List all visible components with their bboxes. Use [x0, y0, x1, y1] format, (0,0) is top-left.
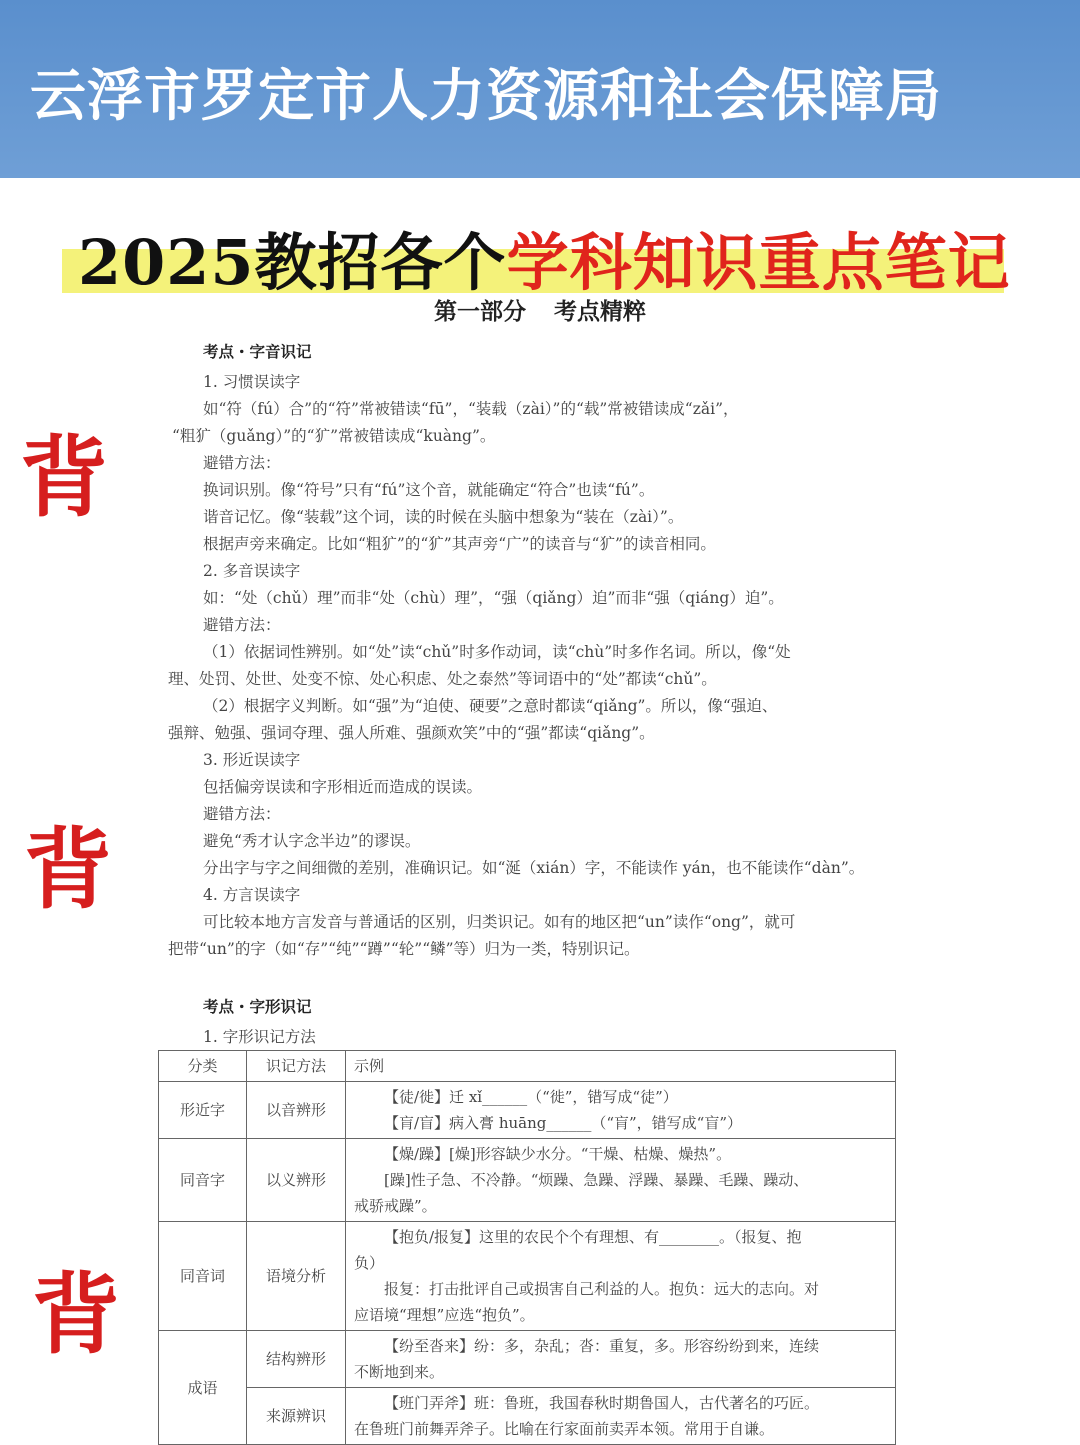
- text-line: 理、处罚、处世、处变不惊、处心积虑、处之泰然”等词语中的“处”都读“chǔ”。: [168, 670, 717, 688]
- row-example: [346, 1388, 896, 1445]
- headline-red: 学科知识重点笔记: [506, 226, 1011, 299]
- topic-heading-pronunciation: 考点・字音识记: [203, 343, 312, 361]
- text-line: 可比较本地方言发音与普通话的区别，归类识记。如有的地区把“un”读作“ong”，就可: [203, 913, 796, 931]
- row-example: [346, 1082, 896, 1139]
- text-line: （2）根据字义判断。如“强”为“迫使、硬要”之意时都读“qiǎng”。所以，像“强迫、: [203, 697, 778, 715]
- bei-mark-3: 背: [32, 1262, 121, 1366]
- example-line: 应语境“理想”应选“抱负”。: [354, 1306, 535, 1324]
- table-row: [159, 1082, 896, 1139]
- table-header-row: [159, 1051, 896, 1082]
- subheading: 3. 形近误读字: [203, 751, 301, 769]
- row-category: 同音字: [159, 1139, 247, 1222]
- table-row: [159, 1139, 896, 1222]
- row-method: 语境分析: [247, 1222, 346, 1331]
- example-line: [躁]性子急、不冷静。“烦躁、急躁、浮躁、暴躁、毛躁、躁动、: [384, 1171, 809, 1189]
- text-line: （1）依据词性辨别。如“处”读“chǔ”时多作动词，读“chù”时多作名词。所以，像“处: [203, 643, 791, 661]
- example-line: 负）: [354, 1254, 385, 1272]
- table-row: [159, 1388, 896, 1445]
- example-line: 【班门弄斧】班：鲁班，我国春秋时期鲁国人，古代著名的巧匠。: [384, 1394, 820, 1412]
- text-line: 把带“un”的字（如“存”“纯”“蹲”“轮”“鳞”等）归为一类，特别识记。: [168, 940, 640, 958]
- text-line: 避错方法：: [203, 805, 281, 823]
- row-method: 结构辨形: [247, 1331, 346, 1388]
- row-method: 以义辨形: [247, 1139, 346, 1222]
- headline: [62, 205, 1011, 299]
- row-method: 来源辨识: [247, 1388, 346, 1445]
- table-header: 识记方法: [247, 1051, 346, 1082]
- section-part: 第一部分: [434, 299, 526, 325]
- example-line: 【肓/盲】病入膏 huāng______（“肓”，错写成“盲”）: [384, 1114, 743, 1132]
- text-line: 避错方法：: [203, 616, 281, 634]
- text-line: 避免“秀才认字念半边”的谬误。: [203, 832, 421, 850]
- headline-black: 2025教招各个: [78, 226, 507, 299]
- row-category: 成语: [159, 1331, 247, 1445]
- example-line: 不断地到来。: [354, 1363, 445, 1381]
- example-line: 【纷至沓来】纷：多，杂乱；沓：重复，多。形容纷纷到来，连续: [384, 1337, 820, 1355]
- row-category: 同音词: [159, 1222, 247, 1331]
- example-line: 报复：打击批评自己或损害自己利益的人。抱负：远大的志向。对: [384, 1280, 820, 1298]
- example-line: 【燥/躁】[燥]形容缺少水分。“干燥、枯燥、燥热”。: [384, 1145, 732, 1163]
- subheading: 1. 字形识记方法: [203, 1028, 316, 1046]
- text-line: 分出字与字之间细微的差别，准确识记。如“涎（xián）字，不能读作 yán，也不能读作“dàn”。: [203, 859, 865, 877]
- text-line: 谐音记忆。像“装载”这个词，读的时候在头脑中想象为“装在（zài）”。: [203, 508, 684, 526]
- table-header: 分类: [159, 1051, 247, 1082]
- topic-heading-glyph: 考点・字形识记: [203, 998, 312, 1016]
- bei-mark-2: 背: [24, 817, 113, 921]
- text-line: “粗犷（guǎng）”的“犷”常被错读成“kuàng”。: [172, 427, 496, 445]
- section-title: [0, 293, 1080, 326]
- text-line: 如：“处（chǔ）理”而非“处（chù）理”，“强（qiǎng）迫”而非“强（qiáng）迫”。: [203, 589, 784, 607]
- row-category: 形近字: [159, 1082, 247, 1139]
- text-line: 包括偏旁误读和字形相近而造成的误读。: [203, 778, 483, 796]
- section-name: 考点精粹: [554, 299, 646, 325]
- table-row: [159, 1331, 896, 1388]
- example-line: 【抱负/报复】这里的农民个个有理想、有________。（报复、抱: [384, 1228, 802, 1246]
- headline-text: [78, 213, 1011, 302]
- example-line: 戒骄戒躁”。: [354, 1197, 437, 1215]
- bei-mark-1: 背: [20, 425, 109, 529]
- row-example: [346, 1222, 896, 1331]
- subheading: 2. 多音误读字: [203, 562, 301, 580]
- row-example: [346, 1331, 896, 1388]
- text-line: 换词识别。像“符号”只有“fú”这个音，就能确定“符合”也读“fú”。: [203, 481, 655, 499]
- text-line: 如“符（fú）合”的“符”常被错读“fū”，“装载（zài）”的“载”常被错读成“zǎi”，: [203, 400, 739, 418]
- text-line: 根据声旁来确定。比如“粗犷”的“犷”其声旁“广”的读音与“犷”的读音相同。: [203, 535, 716, 553]
- banner-title: 云浮市罗定市人力资源和社会保障局: [30, 64, 942, 129]
- table-row: [159, 1222, 896, 1331]
- row-method: 以音辨形: [247, 1082, 346, 1139]
- row-example: [346, 1139, 896, 1222]
- table-header: 示例: [346, 1051, 896, 1082]
- text-line: 强辩、勉强、强词夺理、强人所难、强颜欢笑”中的“强”都读“qiǎng”。: [168, 724, 655, 742]
- subheading: 1. 习惯误读字: [203, 373, 301, 391]
- text-line: 避错方法：: [203, 454, 281, 472]
- subheading: 4. 方言误读字: [203, 886, 301, 904]
- header-banner: [0, 0, 1080, 178]
- example-line: 在鲁班门前舞弄斧子。比喻在行家面前卖弄本领。常用于自谦。: [354, 1420, 775, 1438]
- example-line: 【徒/徙】迁 xǐ______（“徙”，错写成“徒”）: [384, 1088, 678, 1106]
- glyph-method-table: [158, 1050, 896, 1445]
